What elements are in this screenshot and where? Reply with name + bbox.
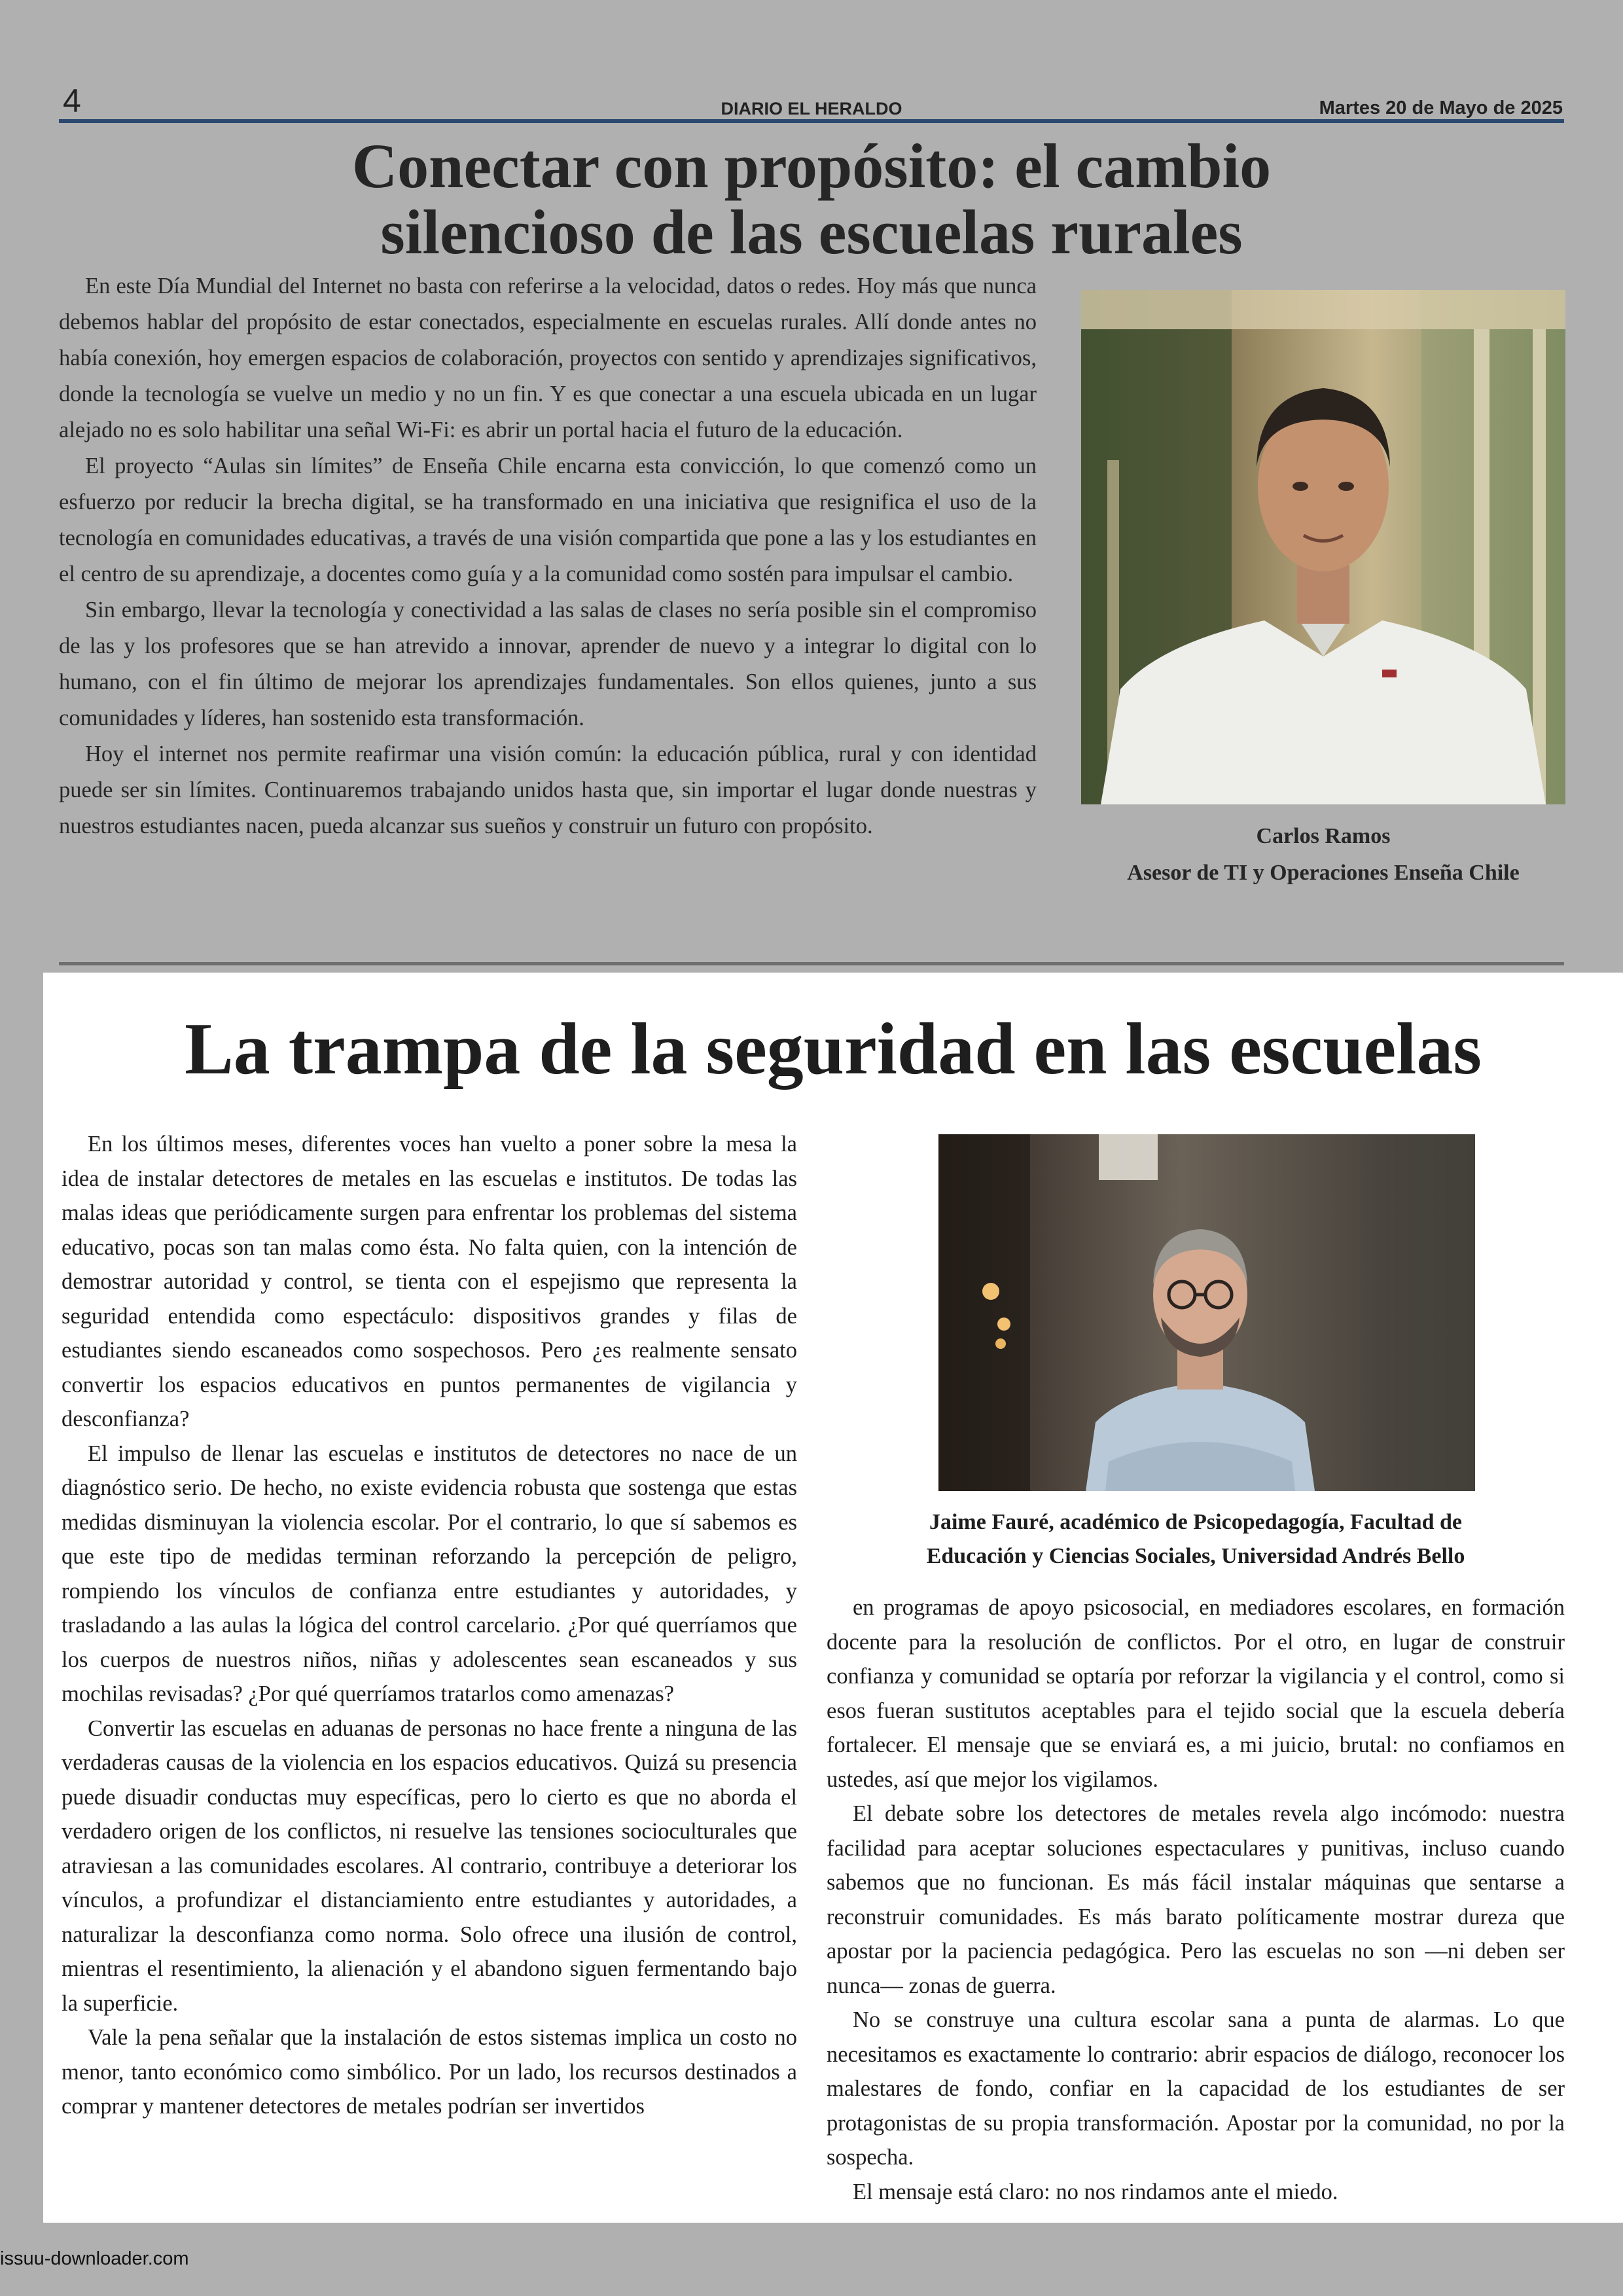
article1-paragraph: Sin embargo, llevar la tecnología y conectividad a las salas de clases no sería posible sin el compromiso de las y los profesores que se han atrevido a innovar, aprender de nuevo y a integrar lo digital con lo humano, con el fin último de mejorar los aprendizajes fundamentales. Son ellos quienes, junto a sus comunidades y líderes, han sostenido esta transformación. [59,598,1037,730]
header-rule [59,119,1564,123]
author-photo-carlos-ramos [1081,290,1565,804]
article1-paragraph: Hoy el internet nos permite reafirmar una visión común: la educación pública, rural y con identidad puede ser sin límites. Continuaremos trabajando unidos hasta que, sin importar el lugar donde nuestras y nuestros estudiantes nacen, pueda alcanzar sus sueños y construir un futuro con propósito. [59,742,1037,838]
issue-date: Martes 20 de Mayo de 2025 [1319,98,1563,118]
article2-paragraph: El mensaje está claro: no nos rindamos ante el miedo. [853,2179,1338,2204]
article1-author-caption [1081,818,1565,891]
article2-paragraph: No se construye una cultura escolar sana a punta de alarmas. Lo que necesitamos es exactamente lo contrario: abrir espacios de diálogo, reconocer los malestares de fondo, confiar en la capacidad de los estudiantes de ser protagonistas de su propia transformación. Apostar por la comunidad, no por la sospecha. [827,2007,1565,2170]
author-photo-jaime-faure [938,1134,1475,1491]
article1-paragraph: En este Día Mundial del Internet no basta con referirse a la velocidad, datos o redes. Hoy más que nunca debemos hablar del propósito de estar conectados, especialmente en escuelas rurales. Allí donde antes no había conexión, hoy emergen espacios de colaboración, proyectos con sentido y aprendizajes significativos, donde la tecnología se vuelve un medio y no un fin. Y es que conectar a una escuela ubicada en un lugar alejado no es solo habilitar una señal Wi-Fi: es abrir un portal hacia el futuro de la educación. [59,274,1037,442]
article2-paragraph: Vale la pena señalar que la instalación de estos sistemas implica un costo no menor, tanto económico como simbólico. Por un lado, los recursos destinados a comprar y mantener detectores de metales podrían ser invertidos [62,2025,797,2119]
article2-paragraph: En los últimos meses, diferentes voces han vuelto a poner sobre la mesa la idea de instalar detectores de metales en las escuelas e institutos. De todas las malas ideas que periódicamente surgen para enfrentar los problemas del sistema educativo, pocas son tan malas como ésta. No falta quien, con la intención de demostrar autoridad y control, se tienta con el espejismo que representa la seguridad entendida como espectáculo: dispositivos grandes y filas de estudiantes siendo escaneados como sospechosos. Pero ¿es realmente sensato convertir los espacios educativos en puntos permanentes de vigilancia y desconfianza? [62,1132,797,1431]
article1-body [59,268,1037,844]
watermark-text: issuu-downloader.com [0,2248,189,2269]
article2-headline: La trampa de la seguridad en las escuelas [185,1009,1482,1090]
section-divider [59,962,1564,965]
article2-right-column [827,1590,1565,2209]
article1-headline [118,133,1505,265]
article2-left-column [62,1127,797,2124]
article2-paragraph: en programas de apoyo psicosocial, en mediadores escolares, en formación docente para la resolución de conflictos. Por el otro, en lugar de construir confianza y comunidad se optaría por reforzar la vigilancia y el control, como si esos fueran sustitutos aceptables para el tejido social que la escuela debería fortalecer. El mensaje que se enviará es, a mi juicio, brutal: no confiamos en ustedes, así que mejor los vigilamos. [827,1595,1565,1792]
article1-author-name: Carlos Ramos [1256,824,1391,848]
article1-headline-line2: silencioso de las escuelas rurales [380,197,1243,267]
article2-paragraph: El impulso de llenar las escuelas e institutos de detectores no nace de un diagnóstico serio. De hecho, no existe evidencia robusta que sostenga que estas medidas disminuyan la violencia escolar. Por el contrario, lo que sí sabemos es que este tipo de medidas terminan reforzando la percepción de peligro, rompiendo los vínculos de confianza entre estudiantes y autoridades, y trasladando a las aulas la lógica del control carcelario. ¿Por qué querríamos que los cuerpos de nuestros niños, niñas y adolescentes sean escaneados y sus mochilas revisadas? ¿Por qué querríamos tratarlos como amenazas? [62,1441,797,1706]
article2-paragraph: Convertir las escuelas en aduanas de personas no hace frente a ninguna de las verdaderas causas de la violencia en los espacios educativos. Quizá su presencia puede disuadir conductas muy específicas, pero lo cierto es que no aborda el verdadero origen de los conflictos, ni resuelve las tensiones socioculturales que atraviesan a las comunidades escolares. Al contrario, contribuye a deteriorar los vínculos, a profundizar el distanciamiento entre estudiantes y autoridades, a naturalizar la desconfianza como norma. Solo ofrece una ilusión de control, mientras el resentimiento, la alienación y el abandono siguen fermentando bajo la superficie. [62,1715,797,2016]
article2-caption-line2: Educación y Ciencias Sociales, Universidad Andrés Bello [926,1544,1465,1568]
article2-caption-line1: Jaime Fauré, académico de Psicopedagogía, Facultad de [929,1510,1462,1534]
newspaper-name: DIARIO EL HERALDO [721,99,902,118]
article1-headline-line1: Conectar con propósito: el cambio [351,131,1272,201]
article1-author-role: Asesor de TI y Operaciones Enseña Chile [1127,861,1520,885]
article2-photo-caption [827,1505,1565,1573]
page-number: 4 [63,82,81,119]
article2-paragraph: El debate sobre los detectores de metales revela algo incómodo: nuestra facilidad para aceptar soluciones espectaculares y punitivas, incluso cuando sabemos que no funcionan. Es más fácil instalar máquinas que sentarse a reconstruir comunidades. Es más barato políticamente mostrar dureza que apostar por la paciencia pedagógica. Pero las escuelas no son —ni deben ser nunca— zonas de guerra. [827,1801,1565,1998]
article1-paragraph: El proyecto “Aulas sin límites” de Enseña Chile encarna esta convicción, lo que comenzó como un esfuerzo por reducir la brecha digital, se ha transformado en una iniciativa que resignifica el uso de la tecnología en comunidades educativas, a través de una visión compartida que pone a las y los estudiantes en el centro de su aprendizaje, a docentes como guía y a la comunidad como sostén para impulsar el cambio. [59,454,1037,586]
